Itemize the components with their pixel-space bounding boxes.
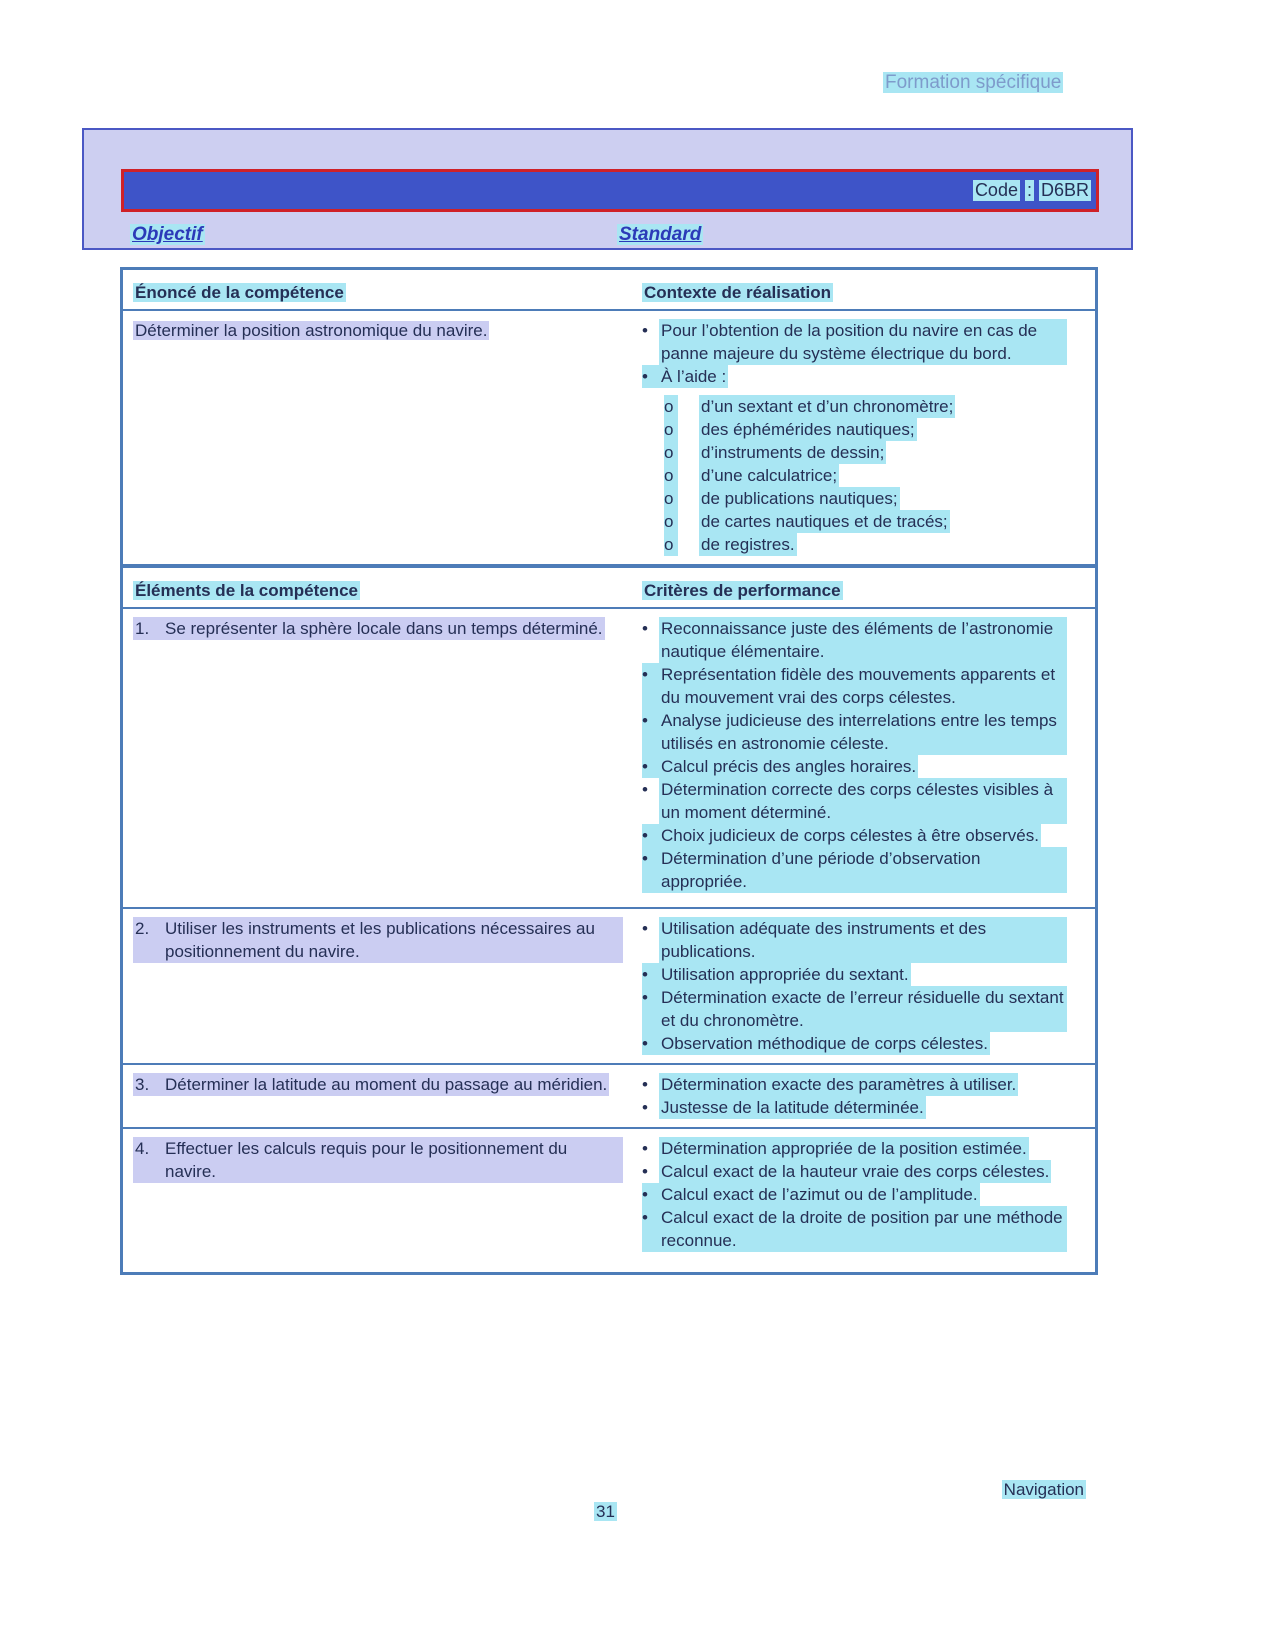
criterion-item xyxy=(642,963,1067,986)
bullet-icon: • xyxy=(642,1032,659,1055)
standard-label: Standard xyxy=(619,224,702,245)
bullet-icon: • xyxy=(642,365,659,388)
criterion-item xyxy=(642,755,1067,778)
context-subitem xyxy=(642,395,1067,418)
context-subitem-text: de registres. xyxy=(701,535,795,554)
elements-table xyxy=(120,565,1098,1275)
context-subitem-text: d’une calculatrice; xyxy=(701,466,838,485)
element-text: Utiliser les instruments et les publications nécessaires au positionnement du navire. xyxy=(163,917,623,963)
criterion-item xyxy=(642,1032,1067,1055)
element-row-2 xyxy=(123,907,1095,1063)
circle-bullet-icon: o xyxy=(664,395,678,418)
objectif-standard-row xyxy=(84,224,1131,250)
criteria-cell xyxy=(635,1065,1095,1127)
criterion-item xyxy=(642,1096,1067,1119)
context-subitem xyxy=(642,510,1067,533)
context-item xyxy=(642,319,1067,365)
element-number: 1. xyxy=(133,617,163,640)
criterion-text: Détermination appropriée de la position estimée. xyxy=(661,1139,1027,1158)
page-number-value: 31 xyxy=(596,1502,615,1521)
bullet-icon: • xyxy=(642,1206,659,1252)
page-number xyxy=(594,1502,617,1522)
context-subitem-text: d’instruments de dessin; xyxy=(701,443,885,462)
element-text: Déterminer la latitude au moment du passage au méridien. xyxy=(165,1075,608,1094)
bullet-icon: • xyxy=(642,619,648,638)
element-row-4 xyxy=(123,1127,1095,1272)
criterion-text: Observation méthodique de corps célestes. xyxy=(661,1034,988,1053)
element-number: 3. xyxy=(133,1073,163,1096)
competence-table-header xyxy=(123,270,1095,309)
criterion-text: Utilisation adéquate des instruments et des publications. xyxy=(659,917,1067,963)
bullet-icon: • xyxy=(642,1139,648,1158)
circle-bullet-icon: o xyxy=(664,533,678,556)
bullet-icon: • xyxy=(642,919,648,938)
criteria-cell xyxy=(635,909,1095,1063)
bullet-icon: • xyxy=(642,709,659,755)
element-row-1 xyxy=(123,607,1095,907)
criterion-item xyxy=(642,778,1067,824)
circle-bullet-icon: o xyxy=(664,510,678,533)
criterion-text: Détermination exacte de l’erreur résiduelle du sextant et du chronomètre. xyxy=(659,986,1067,1032)
context-item xyxy=(642,365,1067,388)
bullet-icon: • xyxy=(642,847,659,893)
context-subitem xyxy=(642,464,1067,487)
element-cell xyxy=(123,1129,635,1272)
criterion-item xyxy=(642,986,1067,1032)
criterion-item xyxy=(642,917,1067,963)
criterion-item xyxy=(642,709,1067,755)
criterion-text: Représentation fidèle des mouvements apparents et du mouvement vrai des corps célestes. xyxy=(659,663,1067,709)
circle-bullet-icon: o xyxy=(664,487,678,510)
criterion-text: Détermination d’une période d’observation appropriée. xyxy=(659,847,1067,893)
criterion-item xyxy=(642,1137,1067,1160)
criterion-text: Calcul précis des angles horaires. xyxy=(661,757,917,776)
bullet-icon: • xyxy=(642,986,659,1032)
code-label: Code xyxy=(974,180,1018,200)
bullet-icon: • xyxy=(642,663,659,709)
bullet-icon: • xyxy=(642,1075,648,1094)
criterion-item xyxy=(642,824,1067,847)
bullet-icon: • xyxy=(642,1183,659,1206)
bullet-icon: • xyxy=(642,824,659,847)
criterion-item xyxy=(642,1160,1067,1183)
bullet-icon: • xyxy=(642,963,659,986)
footer-section xyxy=(1002,1480,1086,1500)
contexte-cell xyxy=(635,311,1095,564)
context-subitem-text: de cartes nautiques et de tracés; xyxy=(701,512,948,531)
context-subitem xyxy=(642,487,1067,510)
criterion-item xyxy=(642,617,1067,663)
elements-table-header xyxy=(123,568,1095,607)
header-cell-criteres: Critères de performance xyxy=(644,581,841,600)
title-box xyxy=(82,128,1133,250)
element-number: 4. xyxy=(133,1137,163,1183)
header-cell-contexte: Contexte de réalisation xyxy=(644,283,832,302)
context-subitem xyxy=(642,533,1067,556)
context-subitem-text: des éphémérides nautiques; xyxy=(701,420,915,439)
element-text: Effectuer les calculs requis pour le positionnement du navire. xyxy=(163,1137,623,1183)
context-item-text: Pour l’obtention de la position du navire en cas de panne majeure du système électrique du bord. xyxy=(659,319,1067,365)
context-item-text: À l’aide : xyxy=(661,367,727,386)
bullet-icon: • xyxy=(642,1162,648,1181)
criterion-text: Calcul exact de l’azimut ou de l’amplitude. xyxy=(661,1185,978,1204)
context-subitem xyxy=(642,441,1067,464)
criterion-text: Détermination exacte des paramètres à utiliser. xyxy=(661,1075,1017,1094)
criterion-text: Reconnaissance juste des éléments de l’astronomie nautique élémentaire. xyxy=(659,617,1067,663)
competence-table xyxy=(120,267,1098,567)
criterion-item xyxy=(642,663,1067,709)
criterion-text: Calcul exact de la hauteur vraie des corps célestes. xyxy=(661,1162,1050,1181)
criterion-text: Utilisation appropriée du sextant. xyxy=(661,965,909,984)
element-cell xyxy=(123,909,635,1063)
header-cell-enonce: Énoncé de la compétence xyxy=(135,283,344,302)
criterion-item xyxy=(642,1073,1067,1096)
code-bar xyxy=(121,169,1099,212)
element-cell xyxy=(123,609,635,907)
criteria-cell xyxy=(635,609,1095,907)
doc-section-header-label: Formation spécifique xyxy=(885,72,1062,93)
enonce-cell xyxy=(123,311,635,564)
code-separator: : xyxy=(1026,180,1032,200)
circle-bullet-icon: o xyxy=(664,464,678,487)
criterion-text: Choix judicieux de corps célestes à être observés. xyxy=(661,826,1039,845)
element-text: Se représenter la sphère locale dans un temps déterminé. xyxy=(165,619,603,638)
objectif-label: Objectif xyxy=(132,224,203,245)
circle-bullet-icon: o xyxy=(664,418,678,441)
bullet-icon: • xyxy=(642,755,659,778)
competence-table-body xyxy=(123,309,1095,564)
context-subitem-text: de publications nautiques; xyxy=(701,489,898,508)
circle-bullet-icon: o xyxy=(664,441,678,464)
element-number: 2. xyxy=(133,917,163,963)
criterion-text: Calcul exact de la droite de position par une méthode reconnue. xyxy=(659,1206,1067,1252)
context-subitem-text: d’un sextant et d’un chronomètre; xyxy=(701,397,954,416)
doc-section-header xyxy=(883,72,1063,94)
bullet-icon: • xyxy=(642,780,648,799)
competence-statement: Déterminer la position astronomique du navire. xyxy=(135,321,488,340)
header-cell-elements: Éléments de la compétence xyxy=(135,581,358,600)
footer-section-label: Navigation xyxy=(1003,1480,1084,1499)
criteria-cell xyxy=(635,1129,1095,1272)
element-row-3 xyxy=(123,1063,1095,1127)
criterion-item xyxy=(642,1206,1067,1252)
criterion-text: Analyse judicieuse des interrelations entre les temps utilisés en astronomie céleste. xyxy=(659,709,1067,755)
bullet-icon: • xyxy=(642,321,648,340)
code-value: D6BR xyxy=(1040,180,1089,200)
criterion-item xyxy=(642,847,1067,893)
element-cell xyxy=(123,1065,635,1127)
criterion-text: Justesse de la latitude déterminée. xyxy=(661,1098,924,1117)
bullet-icon: • xyxy=(642,1098,648,1117)
criterion-text: Détermination correcte des corps célestes visibles à un moment déterminé. xyxy=(659,778,1067,824)
context-subitem xyxy=(642,418,1067,441)
criterion-item xyxy=(642,1183,1067,1206)
